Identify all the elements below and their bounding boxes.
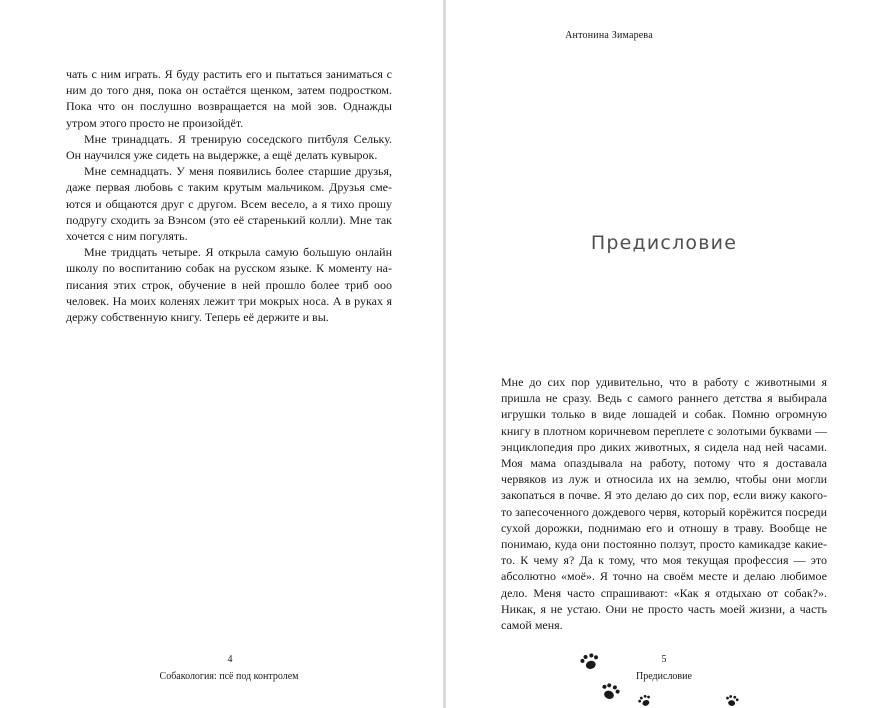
right-page-footer: Предисловие xyxy=(636,671,692,682)
left-paragraph-2: Мне тринадцать. Я тренирую соседского питбуля Сельку. Он научился уже сидеть на выдержке, а ещё делать кувырок. xyxy=(66,131,392,163)
paw-print-icon xyxy=(634,694,656,708)
right-page-body xyxy=(501,374,827,633)
left-page-body xyxy=(66,66,392,325)
left-page-number: 4 xyxy=(227,654,233,665)
paw-print-icon xyxy=(720,694,744,708)
paw-print-icon xyxy=(598,682,622,702)
book-spine-gutter xyxy=(443,0,446,708)
left-paragraph-3: Мне семнадцать. У меня появились более старшие друзья, даже первая любовь с таким крутым мальчиком. Друзья смеются и общаются друг с другом. Всем весело, а я тихо прошу подругу сходить за Вэнсом (это её старенький колли). Мне так хочется с ним погулять. xyxy=(66,164,392,244)
paw-print-icon xyxy=(578,652,602,672)
right-paragraph: Мне до сих пор удивительно, что в работу с животными я пришла не сразу. Ведь с самого раннего детства я выбирала игрушки только в виде лошадей и собак. Помню огромную книгу в плотном коричневом переплете с золотыми буквами — энциклопедия про диких животных, я сидела над ней часами. Моя мама опаздывала на работу, потому что я доставала червяков из луж и относила их на землю, чтобы они могли закопаться в почве. Я это делаю до сих пор, если вижу какого-то запесоченного дождевого червя, который корёжится посреди сухой дорожки, поднимаю его и отношу в траву. Вообще не понимаю, куда они постоянно ползут, просто камикадзе какие-то. К чему я? Да к тому, что моя текущая профессия — это абсолютно «моё». Я точно на своём месте и делаю любимое дело. Меня часто спрашивают: «Как я отдыхаю от собак?». Никак, я не устаю. Они не просто часть моей жизни, а часть самой меня. xyxy=(501,375,827,633)
running-head-author: Антонина Зимарева xyxy=(565,30,653,41)
left-paragraph-4: Мне тридцать четыре. Я открыла самую большую онлайн школу по воспитанию собак на русском языке. К моменту написания этих строк, обучение в ней прошло более триб ооо человек. На моих коленях лежит три мокрых носа. А в руках я держу собственную книгу. Теперь её держите и вы. xyxy=(66,245,392,325)
left-paragraph-1: чать с ним играть. Я буду растить его и пытаться заниматься с ним до того дня, пока он остаётся щенком, затем подростком. Пока что он послушно возвращается на мой зов. Однажды утром этого просто не произойдёт. xyxy=(66,67,392,130)
chapter-title: Предисловие xyxy=(590,232,738,254)
left-page-footer: Собакология: псё под контролем xyxy=(159,671,299,682)
right-page-number: 5 xyxy=(661,654,667,665)
